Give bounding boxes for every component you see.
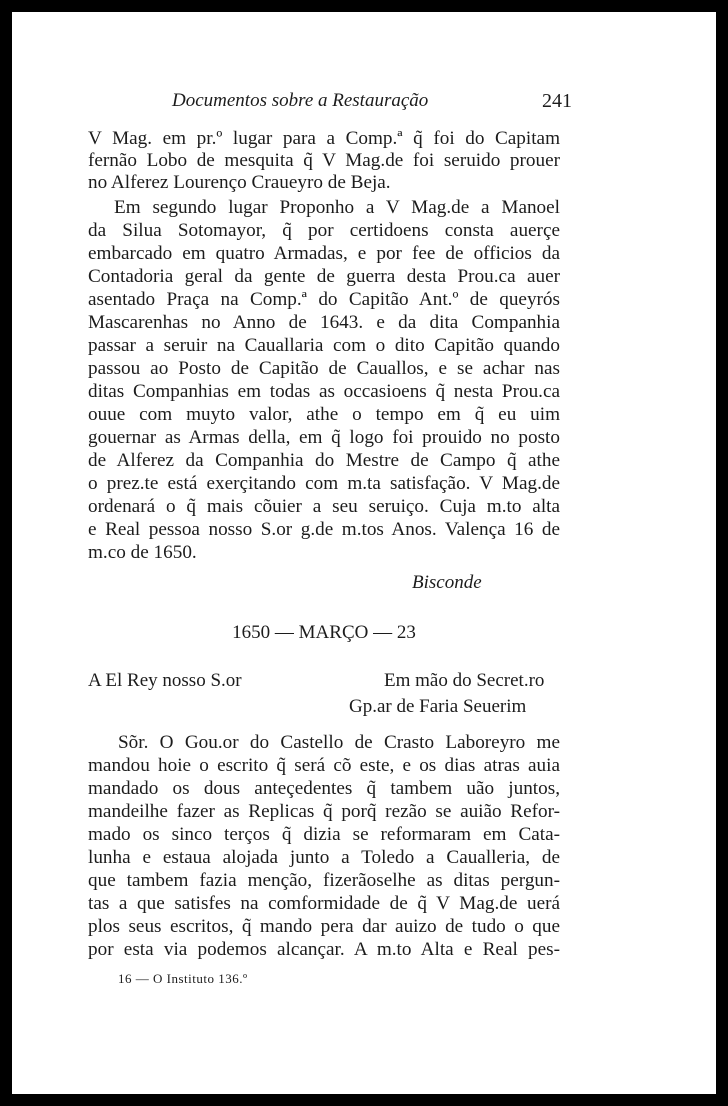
text-line: ditas Companhias em todas as occasioens q̃ nesta Prou.ca	[88, 381, 560, 402]
address-delivery-line: Gp.ar de Faria Seuerim	[349, 696, 527, 717]
address-delivery-line: Em mão do Secret.ro	[384, 670, 545, 691]
text-line: passou ao Posto de Capitão de Cauallos, e se achar nas	[88, 358, 560, 379]
text-line: Em segundo lugar Proponho a V Mag.de a Manoel	[114, 197, 560, 218]
running-head	[172, 90, 572, 120]
text-line: Sõr. O Gou.or do Castello de Crasto Laboreyro me	[118, 732, 560, 753]
text-line: passar a seruir na Cauallaria com o dito Capitão quando	[88, 335, 560, 356]
text-line: Mascarenhas no Anno de 1643. e da dita Companhia	[88, 312, 560, 333]
address-delivery	[349, 668, 545, 720]
text-line: fernão Lobo de mesquita q̃ V Mag.de foi seruido prouer	[88, 150, 560, 171]
text-line: o prez.te está exerçitando com m.ta satisfação. V Mag.de	[88, 473, 560, 494]
text-line: ordenará o q̃ mais cõuier a seu seruiço. Cuja m.to alta	[88, 496, 560, 517]
page-number: 241	[542, 90, 572, 112]
dateline: 1650 — MARÇO — 23	[232, 622, 416, 643]
text-line: mandou hoie o escrito q̃ será cõ este, e os dias atras auia	[88, 755, 560, 776]
text-line: m.co de 1650.	[88, 542, 197, 563]
text-line: gouernar as Armas della, em q̃ logo foi prouido no posto	[88, 427, 560, 448]
text-line: lunha e estaua alojada junto a Toledo a Caualleria, de	[88, 847, 560, 868]
text-line: mandado os dous anteçedentes q̃ tambem uão juntos,	[88, 778, 560, 799]
signature: Bisconde	[412, 572, 482, 593]
text-line: ouue com muyto valor, athe o tempo em q̃ eu uim	[88, 404, 560, 425]
text-line: da Silua Sotomayor, q̃ por certidoens consta auerçe	[88, 220, 560, 241]
text-line: que tambem fazia menção, fizerãoselhe as ditas pergun-	[88, 870, 560, 891]
text-line: embarcado em quatro Armadas, e por fee de officios da	[88, 243, 560, 264]
text-line: asentado Praça na Comp.ª do Capitão Ant.º de queyrós	[88, 289, 560, 310]
text-line: de Alferez da Companhia do Mestre de Campo q̃ athe	[88, 450, 560, 471]
text-line: mado os sinco terços q̃ dizia se reformaram em Cata-	[88, 824, 560, 845]
text-line: mandeilhe fazer as Replicas q̃ porq̃ rezão se auião Refor-	[88, 801, 560, 822]
text-line: e Real pessoa nosso S.or g.de m.tos Anos. Valença 16 de	[88, 519, 560, 540]
signature-mark-footnote: 16 — O Instituto 136.º	[118, 971, 248, 986]
text-line: plos seus escritos, q̃ mando pera dar auizo de tudo o que	[88, 916, 560, 937]
text-line: V Mag. em pr.º lugar para a Comp.ª q̃ foi do Capitam	[88, 128, 560, 149]
text-line: Contadoria geral da gente de guerra desta Prou.ca auer	[88, 266, 560, 287]
book-page	[12, 12, 716, 1094]
text-line: no Alferez Lourenço Craueyro de Beja.	[88, 172, 391, 193]
running-head-title: Documentos sobre a Restauração	[172, 90, 429, 111]
text-line: por esta via podemos alcançar. A m.to Alta e Real pes-	[88, 939, 560, 960]
address-recipient: A El Rey nosso S.or	[88, 670, 242, 691]
text-line: tas a que satisfes na comformidade de q̃ V Mag.de uerá	[88, 893, 560, 914]
